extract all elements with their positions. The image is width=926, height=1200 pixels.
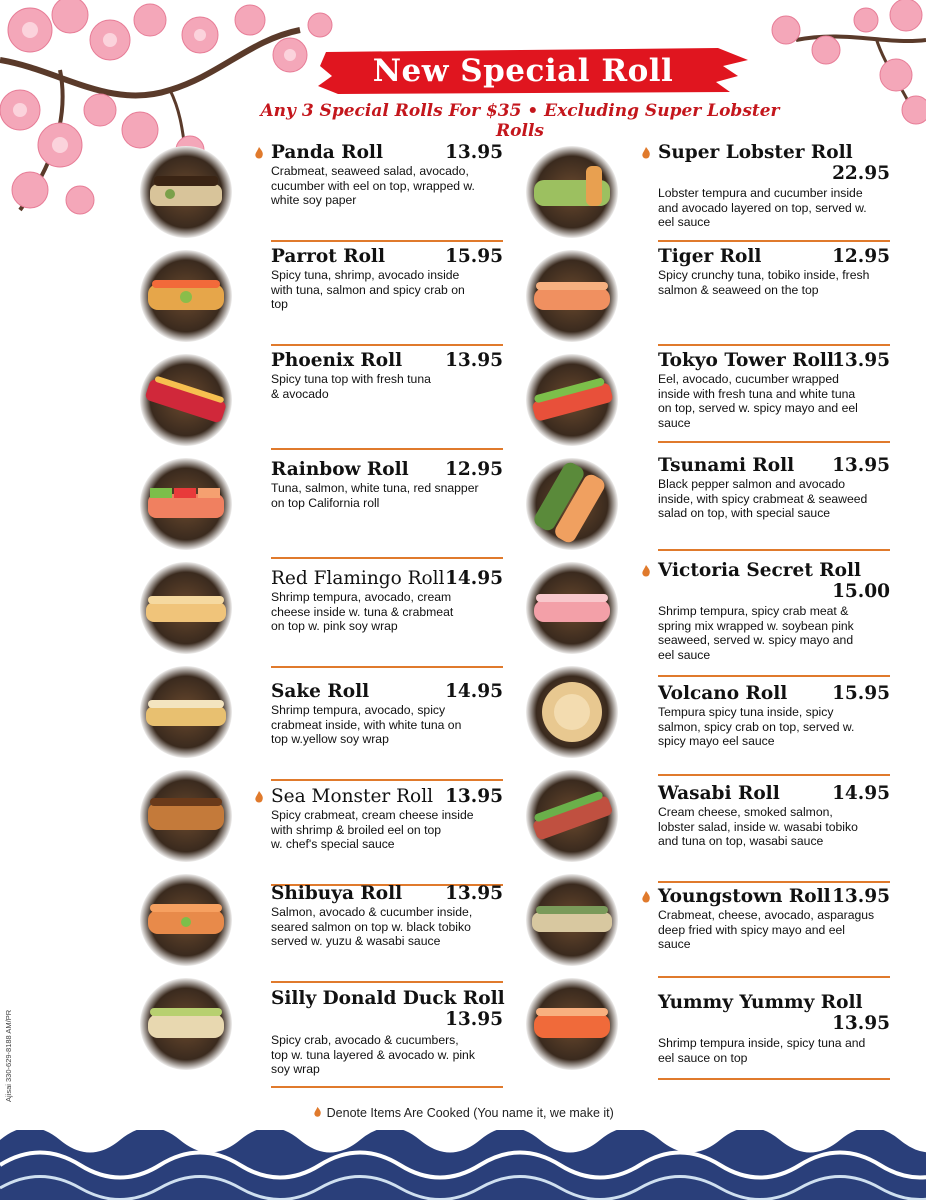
item-name: Youngstown Roll — [658, 886, 831, 907]
item-description: Shrimp tempura, spicy crab meat & spring mix wrapped w. soybean pink seaweed, served w. spicy mayo and eel sauce — [658, 604, 854, 662]
roll-photo — [140, 354, 232, 446]
divider — [658, 549, 890, 551]
roll-photo — [526, 770, 618, 862]
menu-item — [271, 142, 503, 242]
item-name: Parrot Roll — [271, 246, 385, 267]
roll-photo — [526, 874, 618, 966]
roll-photo — [140, 770, 232, 862]
item-name: Tiger Roll — [658, 246, 762, 267]
item-description: Salmon, avocado & cucumber inside, seared salmon on top w. black tobiko served w. yuzu & wasabi sauce — [271, 905, 473, 948]
divider — [658, 441, 890, 443]
menu-item — [271, 988, 503, 1088]
item-name: Super Lobster Roll — [658, 142, 853, 163]
divider — [271, 981, 503, 983]
item-price: 14.95 — [832, 783, 890, 804]
menu-item — [271, 568, 503, 668]
roll-photo — [526, 978, 618, 1070]
flame-icon — [312, 1106, 323, 1118]
divider — [658, 675, 890, 677]
roll-photo — [526, 146, 618, 238]
promo-subtitle: Any 3 Special Rolls For $35 • Excluding Super Lobster Rolls — [260, 101, 780, 141]
item-price: 15.95 — [832, 683, 890, 704]
roll-photo — [526, 354, 618, 446]
item-name: Panda Roll — [271, 142, 383, 163]
item-name: Yummy Yummy Roll — [658, 992, 863, 1013]
menu-item — [658, 560, 890, 677]
roll-photo — [140, 978, 232, 1070]
item-price: 13.95 — [445, 142, 503, 163]
item-price: 14.95 — [445, 681, 503, 702]
item-name: Red Flamingo Roll — [271, 568, 445, 589]
item-price: 13.95 — [445, 883, 503, 904]
divider — [658, 344, 890, 346]
menu-item — [658, 455, 890, 551]
item-price: 13.95 — [832, 886, 890, 907]
flame-icon — [640, 890, 652, 904]
item-description: Tuna, salmon, white tuna, red snapper on top California roll — [271, 481, 479, 510]
item-price: 13.95 — [832, 350, 890, 371]
menu-item — [658, 142, 890, 242]
flame-icon — [640, 564, 652, 578]
divider — [271, 557, 503, 559]
menu-item — [658, 350, 890, 443]
menu-item — [658, 992, 890, 1080]
print-code: Ajisai 330-629-8188 AM/PR — [4, 1009, 13, 1102]
roll-photo — [140, 146, 232, 238]
divider — [658, 1078, 890, 1080]
divider — [271, 448, 503, 450]
item-price: 15.95 — [445, 246, 503, 267]
item-description: Cream cheese, smoked salmon, lobster salad, inside w. wasabi tobiko and tuna on top, wasabi sauce — [658, 805, 858, 848]
item-name: Phoenix Roll — [271, 350, 403, 371]
menu-item — [658, 783, 890, 883]
menu-item — [658, 683, 890, 776]
menu-item — [271, 459, 503, 559]
cooked-legend-text: Denote Items Are Cooked (You name it, we make it) — [326, 1106, 614, 1120]
item-name: Tokyo Tower Roll — [658, 350, 834, 371]
flame-icon — [253, 146, 265, 160]
item-description: Black pepper salmon and avocado inside, with spicy crabmeat & seaweed salad on top, with special sauce — [658, 477, 868, 520]
wave-pattern-decoration — [0, 1110, 926, 1200]
divider — [271, 1086, 503, 1088]
divider — [658, 240, 890, 242]
item-description: Eel, avocado, cucumber wrapped inside with fresh tuna and white tuna on top, served w. spicy mayo and eel sauce — [658, 372, 858, 430]
roll-photo — [140, 666, 232, 758]
cooked-legend — [0, 1106, 926, 1120]
item-name: Sea Monster Roll — [271, 786, 434, 807]
menu-item — [271, 681, 503, 781]
flame-icon — [253, 790, 265, 804]
menu-item — [271, 883, 503, 983]
item-price: 12.95 — [832, 246, 890, 267]
roll-photo — [526, 666, 618, 758]
item-price: 13.95 — [445, 786, 503, 807]
item-description: Shrimp tempura, avocado, spicy crabmeat inside, with white tuna on top w.yellow soy wrap — [271, 703, 462, 746]
item-description: Shrimp tempura, avocado, cream cheese inside w. tuna & crabmeat on top w. pink soy wrap — [271, 590, 454, 633]
item-description: Crabmeat, cheese, avocado, asparagus deep fried with spicy mayo and eel sauce — [658, 908, 875, 951]
divider — [271, 240, 503, 242]
item-name: Shibuya Roll — [271, 883, 403, 904]
item-price: 12.95 — [445, 459, 503, 480]
roll-photo — [140, 458, 232, 550]
roll-photo — [140, 562, 232, 654]
item-price: 15.00 — [832, 581, 890, 602]
item-description: Spicy tuna, shrimp, avocado inside with tuna, salmon and spicy crab on top — [271, 268, 465, 311]
roll-photo — [140, 874, 232, 966]
item-description: Lobster tempura and cucumber inside and avocado layered on top, served w. eel sauce — [658, 186, 867, 229]
item-name: Rainbow Roll — [271, 459, 409, 480]
item-description: Tempura spicy tuna inside, spicy salmon, spicy crab on top, served w. spicy mayo eel sauce — [658, 705, 855, 748]
menu-item — [658, 886, 890, 978]
divider — [271, 779, 503, 781]
item-name: Sake Roll — [271, 681, 370, 702]
menu-item — [271, 350, 503, 450]
menu-item — [271, 786, 503, 886]
flame-icon — [640, 146, 652, 160]
item-description: Shrimp tempura inside, spicy tuna and eel sauce on top — [658, 1036, 866, 1065]
item-description: Spicy tuna top with fresh tuna & avocado — [271, 372, 431, 401]
divider — [658, 976, 890, 978]
menu-item — [271, 246, 503, 346]
item-price: 13.95 — [445, 1009, 503, 1030]
roll-photo — [526, 562, 618, 654]
item-price: 13.95 — [832, 455, 890, 476]
roll-photo — [526, 458, 618, 550]
divider — [658, 774, 890, 776]
item-name: Silly Donald Duck Roll — [271, 988, 505, 1009]
item-name: Victoria Secret Roll — [658, 560, 862, 581]
item-name: Volcano Roll — [658, 683, 788, 704]
divider — [271, 666, 503, 668]
item-description: Spicy crunchy tuna, tobiko inside, fresh salmon & seaweed on the top — [658, 268, 870, 297]
item-price: 14.95 — [445, 568, 503, 589]
page-title: New Special Roll — [372, 53, 674, 89]
menu-item — [658, 246, 890, 346]
divider — [658, 881, 890, 883]
item-description: Crabmeat, seaweed salad, avocado, cucumber with eel on top, wrapped w. white soy paper — [271, 164, 475, 207]
roll-photo — [526, 250, 618, 342]
item-price: 13.95 — [832, 1013, 890, 1034]
item-price: 13.95 — [445, 350, 503, 371]
item-description: Spicy crabmeat, cream cheese inside with shrimp & broiled eel on top w. chef's special sauce — [271, 808, 474, 851]
item-name: Tsunami Roll — [658, 455, 795, 476]
item-price: 22.95 — [832, 163, 890, 184]
roll-photo — [140, 250, 232, 342]
item-name: Wasabi Roll — [658, 783, 780, 804]
item-description: Spicy crab, avocado & cucumbers, top w. tuna layered & avocado w. pink soy wrap — [271, 1033, 475, 1076]
divider — [271, 344, 503, 346]
